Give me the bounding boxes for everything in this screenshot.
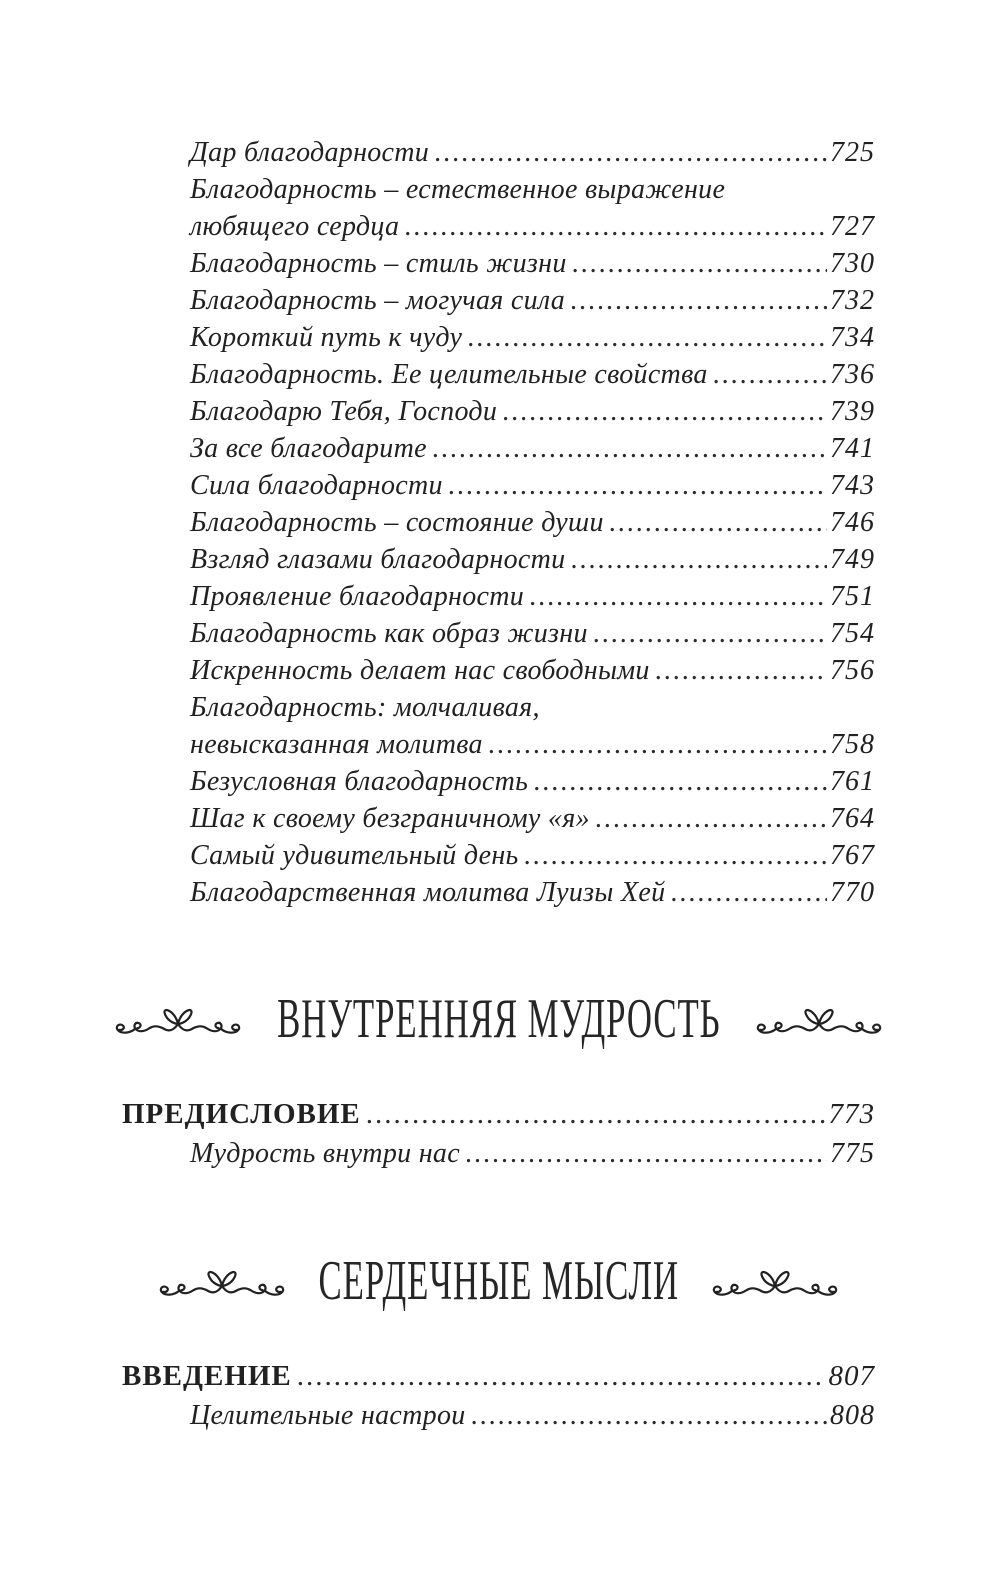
page-number: 764: [830, 803, 875, 834]
toc-entry-row: [190, 689, 875, 726]
entry-label: Мудрость внутри нас: [190, 1138, 460, 1169]
section-heading: [122, 971, 875, 1067]
dot-leader: [570, 541, 827, 578]
entry-label: Благодарность – могучая сила: [190, 285, 566, 316]
flourish-icon: [706, 1259, 844, 1304]
entry-label: Благодарность – состояние души: [190, 507, 604, 538]
page-number: 732: [830, 285, 875, 316]
toc-entry-row: [190, 171, 875, 208]
toc-root: [122, 134, 875, 1435]
toc-entry-row: [190, 134, 875, 171]
flourish-icon: [750, 997, 888, 1042]
page-number: 749: [830, 544, 875, 575]
page-number: 761: [830, 766, 875, 797]
page-number: 756: [830, 655, 875, 686]
page-number: 736: [830, 359, 875, 390]
page-number: 739: [830, 396, 875, 427]
toc-section: [122, 134, 875, 911]
flourish-icon: [109, 997, 247, 1042]
dot-leader: [572, 245, 827, 282]
entry-label: любящего сердца: [190, 211, 400, 242]
page-number: 751: [830, 581, 875, 612]
section-title: ВНУТРЕННЯЯ МУДРОСТЬ: [276, 987, 721, 1051]
toc-entry-row: [190, 652, 875, 689]
dot-leader: [465, 1135, 827, 1173]
toc-entry-row: [190, 245, 875, 282]
dot-leader: [529, 578, 827, 615]
entry-label: ВВЕДЕНИЕ: [122, 1360, 292, 1392]
toc-entry-row: [190, 467, 875, 504]
toc-entry-row: [190, 1397, 875, 1435]
dot-leader: [713, 356, 827, 393]
entry-label: невысказанная молитва: [190, 729, 483, 760]
page-number: 770: [830, 877, 875, 908]
dot-leader: [502, 393, 827, 430]
toc-entry-row: [190, 1135, 875, 1173]
entry-label: Взгляд глазами благодарности: [190, 544, 566, 575]
dot-leader: [595, 800, 827, 837]
entry-label: Благодарственная молитва Луизы Хей: [190, 877, 666, 908]
dot-leader: [570, 282, 827, 319]
entry-label: Безусловная благодарность: [190, 766, 529, 797]
toc-chapter-row: [122, 1093, 875, 1135]
entry-label: Целительные настрои: [190, 1400, 466, 1431]
page-number: 725: [830, 137, 875, 168]
toc-entry-row: [190, 615, 875, 652]
dot-leader: [471, 1397, 827, 1435]
dot-leader: [488, 726, 827, 763]
section-title: СЕРДЕЧНЫЕ МЫСЛИ: [318, 1249, 679, 1313]
entry-label: Благодарю Тебя, Господи: [190, 396, 498, 427]
page-number: 767: [830, 840, 875, 871]
entry-label: Сила благодарности: [190, 470, 443, 501]
page-number: 775: [830, 1138, 875, 1169]
entry-label: Благодарность как образ жизни: [190, 618, 588, 649]
toc-entry-row: [190, 282, 875, 319]
entry-label: Самый удивительный день: [190, 840, 519, 871]
toc-entry-row: [190, 541, 875, 578]
page-number: 758: [830, 729, 875, 760]
toc-entry-row: [190, 578, 875, 615]
toc-entry-row: [190, 763, 875, 800]
entry-label: ПРЕДИСЛОВИЕ: [122, 1098, 361, 1130]
toc-section: [122, 1355, 875, 1435]
entry-label: Шаг к своему безграничному «я»: [190, 803, 590, 834]
dot-leader: [593, 615, 827, 652]
page-number: 807: [828, 1360, 875, 1392]
page-number: 746: [830, 507, 875, 538]
toc-entry-row: [190, 504, 875, 541]
dot-leader: [670, 874, 827, 911]
dot-leader: [366, 1093, 826, 1135]
flourish-icon: [153, 1259, 291, 1304]
dot-leader: [609, 504, 827, 541]
dot-leader: [533, 763, 827, 800]
page-number: 773: [828, 1098, 875, 1130]
entry-label: За все благодарите: [190, 433, 427, 464]
toc-entry-row: [190, 208, 875, 245]
dot-leader: [297, 1355, 826, 1397]
page-number: 730: [830, 248, 875, 279]
dot-leader: [434, 134, 827, 171]
entry-label: Короткий путь к чуду: [190, 322, 463, 353]
dot-leader: [432, 430, 827, 467]
toc-entry-row: [190, 393, 875, 430]
dot-leader: [448, 467, 827, 504]
page-number: 754: [830, 618, 875, 649]
entry-label: Проявление благодарности: [190, 581, 525, 612]
page-number: 727: [830, 211, 875, 242]
toc-entry-row: [190, 430, 875, 467]
toc-entry-row: [190, 356, 875, 393]
page-number: 743: [830, 470, 875, 501]
entry-label: Благодарность – стиль жизни: [190, 248, 567, 279]
toc-entry-row: [190, 837, 875, 874]
dot-leader: [655, 652, 827, 689]
dot-leader: [467, 319, 827, 356]
toc-section: [122, 1093, 875, 1173]
section-heading: [122, 1233, 875, 1329]
dot-leader: [524, 837, 827, 874]
entry-label: Искренность делает нас свободными: [190, 655, 650, 686]
toc-entry-row: [190, 800, 875, 837]
toc-entry-row: [190, 726, 875, 763]
entry-label: Благодарность: молчаливая,: [190, 692, 540, 723]
entry-label: Благодарность – естественное выражение: [190, 174, 726, 205]
toc-entry-row: [190, 874, 875, 911]
page-number: 808: [830, 1400, 875, 1431]
toc-entry-row: [190, 319, 875, 356]
dot-leader: [404, 208, 827, 245]
toc-chapter-row: [122, 1355, 875, 1397]
entry-label: Благодарность. Ее целительные свойства: [190, 359, 708, 390]
page-number: 741: [830, 433, 875, 464]
page-number: 734: [830, 322, 875, 353]
entry-label: Дар благодарности: [190, 137, 430, 168]
